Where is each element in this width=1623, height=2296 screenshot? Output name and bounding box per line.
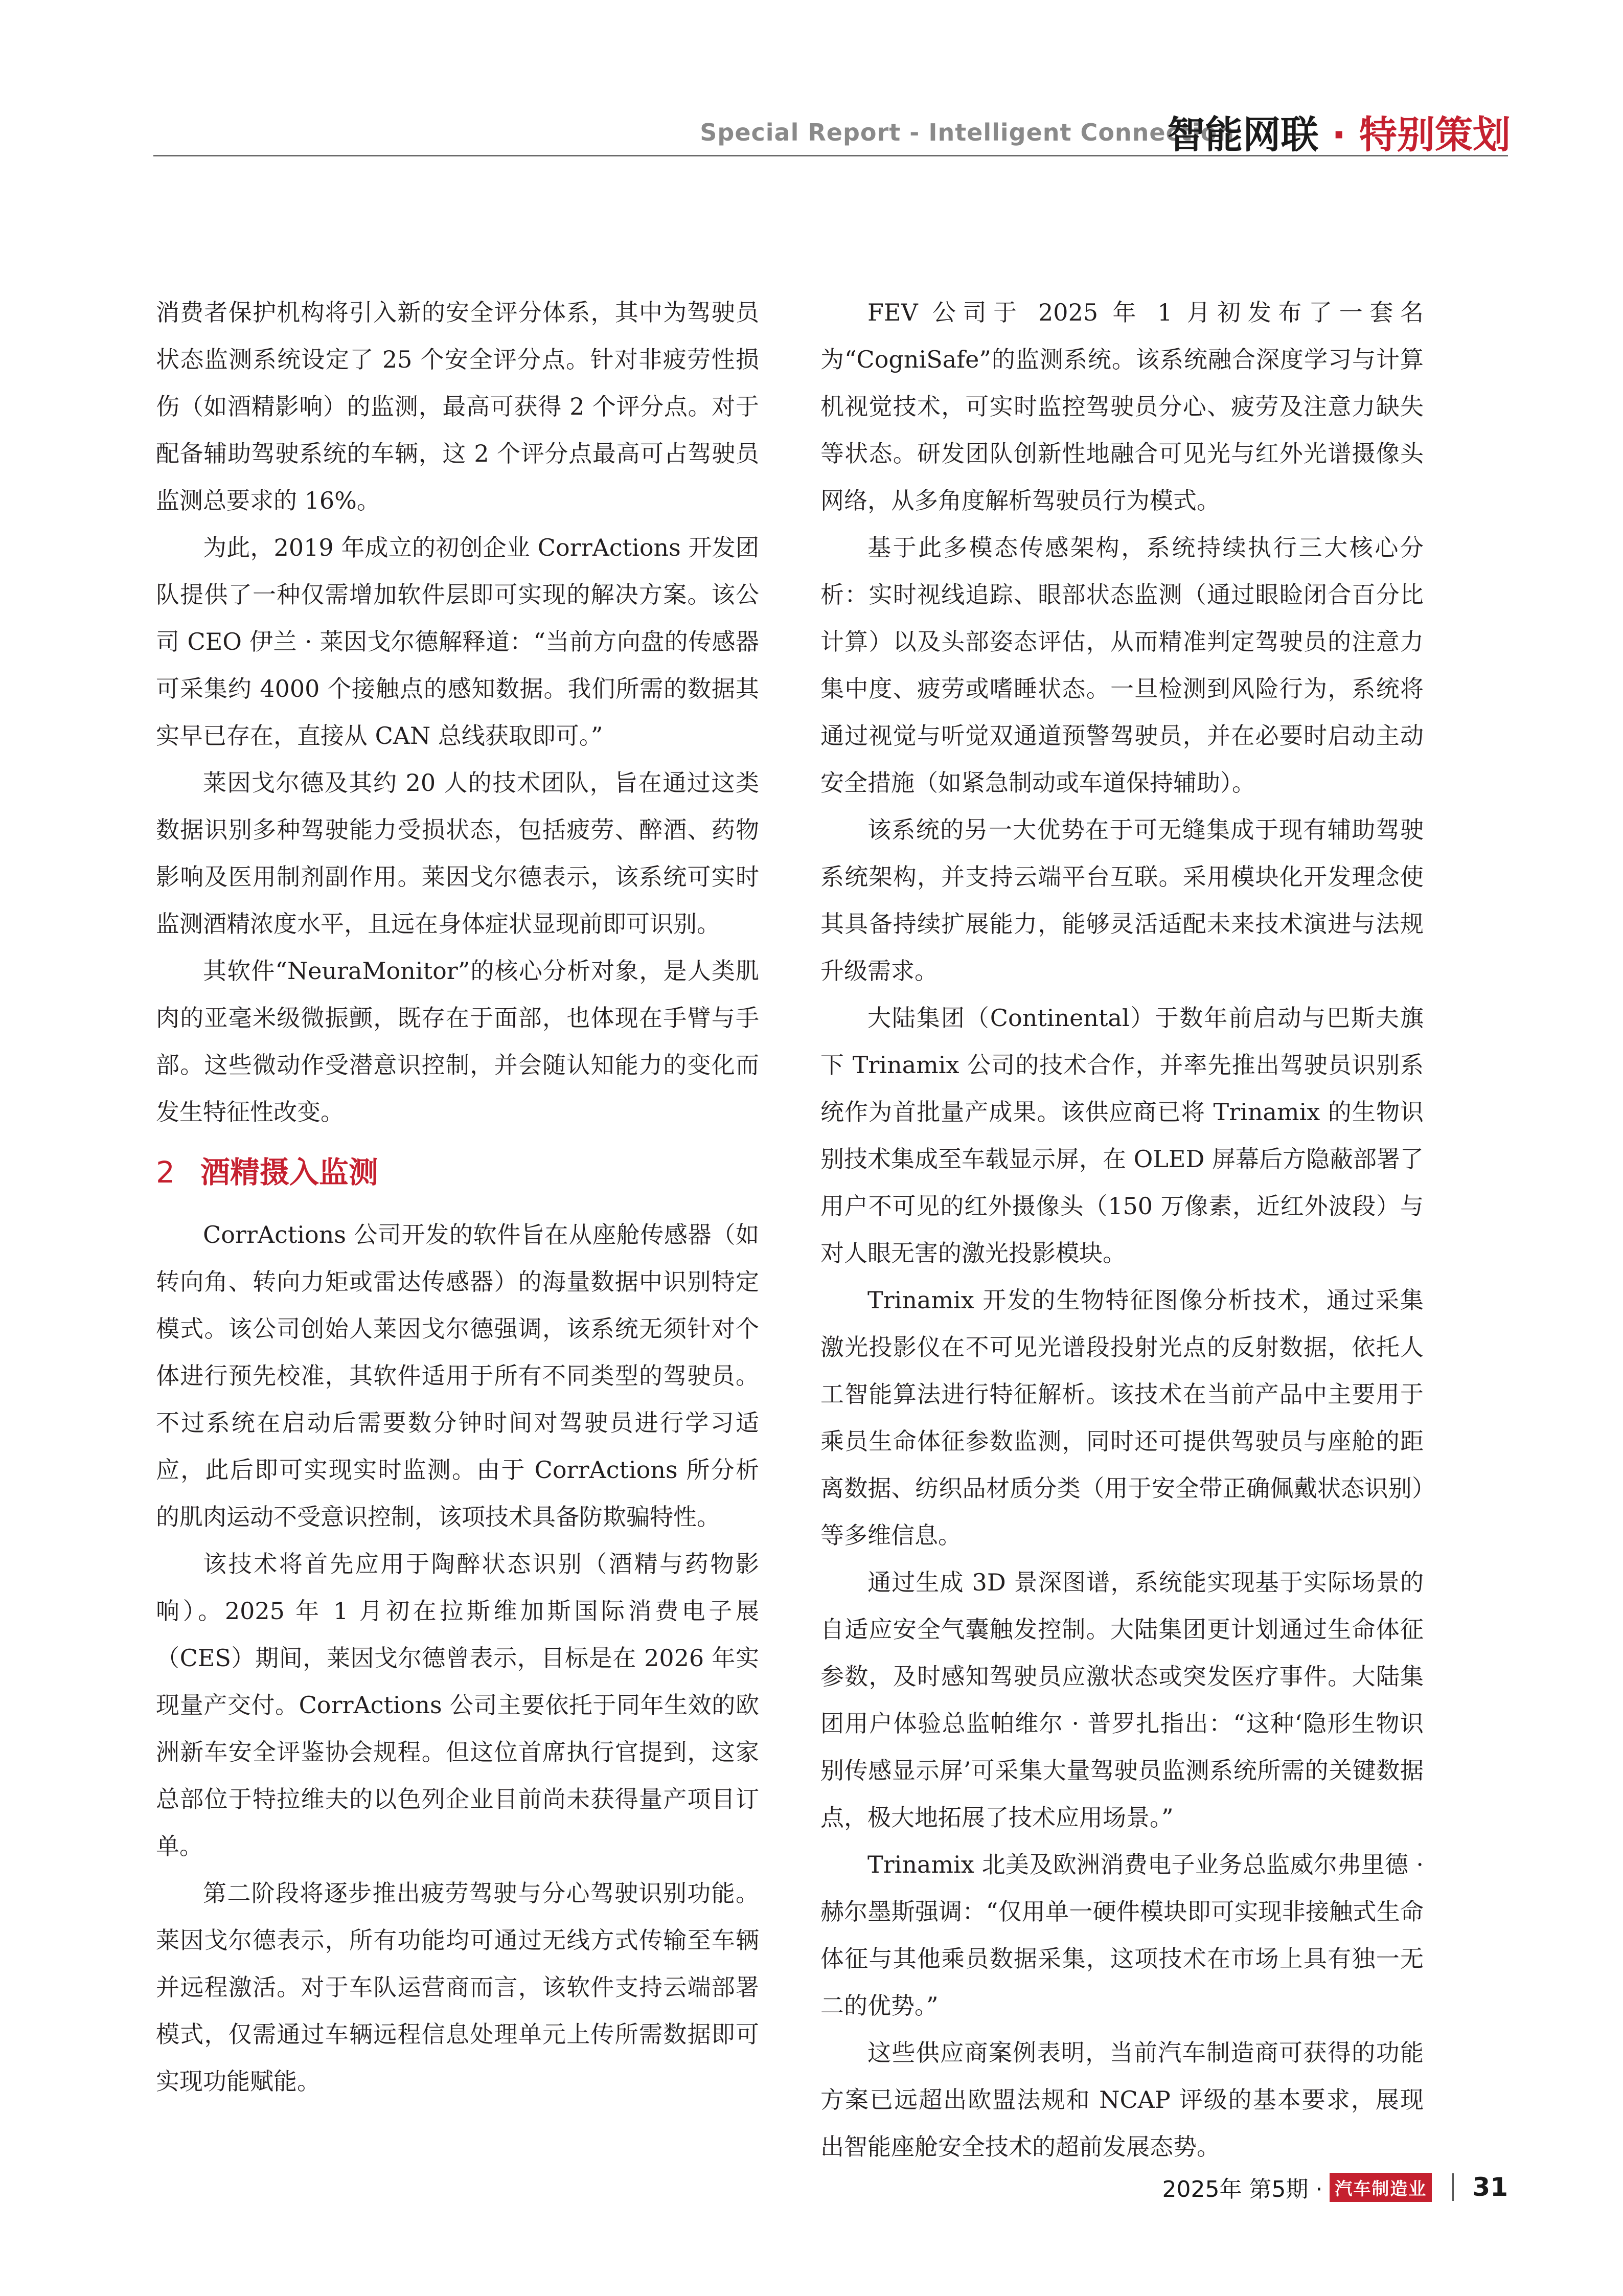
header-zh-dot: · [1332,113,1346,157]
issue-label: 2025年 第5期 · [1162,2176,1323,2202]
paragraph: 该技术将首先应用于陶醉状态识别（酒精与药物影响）。2025 年 1 月初在拉斯维加斯国际消费电子展（CES）期间，莱因戈尔德曾表示，目标是在 2026 年实现量产交付。CorrActions 公司主要依托于同年生效的欧洲新车安全评鉴协会规程。但这位首席执行官提到，这家总部位于特拉维夫的以色列企业目前尚未获得量产项目订单。 [156,1550,759,1860]
paragraph: 大陆集团（Continental）于数年前启动与巴斯夫旗下 Trinamix 公司的技术合作，并率先推出驾驶员识别系统作为首批量产成果。该供应商已将 Trinamix 的生物识别技术集成至车载显示屏，在 OLED 屏幕后方隐蔽部署了用户不可见的红外摄像头（150 万像素，近红外波段）与对人眼无害的激光投影模块。 [820,1004,1424,1267]
section-title: 酒精摄入监测 [200,1155,378,1190]
header-zh-accent: 特别策划 [1359,113,1511,157]
page-footer [1162,2167,1508,2208]
section-number: 2 [156,1155,175,1190]
section-heading [156,1149,759,1196]
footer-separator [1452,2173,1454,2201]
header-zh-main: 智能网联 [1167,113,1319,157]
right-column [820,289,1424,2170]
paragraph: 该系统的另一大优势在于可无缝集成于现有辅助驾驶系统架构，并支持云端平台互联。采用模块化开发理念使其具备持续扩展能力，能够灵活适配未来技术演进与法规升级需求。 [820,816,1424,985]
paragraph: 其软件“NeuraMonitor”的核心分析对象，是人类肌肉的亚毫米级微振颤，既存在于面部，也体现在手臂与手部。这些微动作受潜意识控制，并会随认知能力的变化而发生特征性改变。 [156,957,759,1126]
magazine-logo: 汽车制造业 [1330,2173,1432,2202]
paragraph: CorrActions 公司开发的软件旨在从座舱传感器（如转向角、转向力矩或雷达传感器）的海量数据中识别特定模式。该公司创始人莱因戈尔德强调，该系统无须针对个体进行预先校准，其软件适用于所有不同类型的驾驶员。不过系统在启动后需要数分钟时间对驾驶员进行学习适应，此后即可实现实时监测。由于 CorrActions 所分析的肌肉运动不受意识控制，该项技术具备防欺骗特性。 [156,1221,759,1531]
paragraph: 基于此多模态传感架构，系统持续执行三大核心分析：实时视线追踪、眼部状态监测（通过眼睑闭合百分比计算）以及头部姿态评估，从而精准判定驾驶员的注意力集中度、疲劳或嗜睡状态。一旦检测到风险行为，系统将通过视觉与听觉双通道预警驾驶员，并在必要时启动主动安全措施（如紧急制动或车道保持辅助）。 [820,534,1424,797]
paragraph: 这些供应商案例表明，当前汽车制造商可获得的功能方案已远超出欧盟法规和 NCAP 评级的基本要求，展现出智能座舱安全技术的超前发展态势。 [820,2039,1424,2161]
paragraph: 莱因戈尔德及其约 20 人的技术团队，旨在通过这类数据识别多种驾驶能力受损状态，包括疲劳、醉酒、药物影响及医用制剂副作用。莱因戈尔德表示，该系统可实时监测酒精浓度水平，且远在身体症状显现前即可识别。 [156,769,759,938]
paragraph: FEV 公司于 2025 年 1 月初发布了一套名为“CogniSafe”的监测系统。该系统融合深度学习与计算机视觉技术，可实时监控驾驶员分心、疲劳及注意力缺失等状态。研发团队创新性地融合可见光与红外光谱摄像头网络，从多角度解析驾驶员行为模式。 [820,299,1424,514]
header-chinese-title [1167,105,1511,159]
header-divider [153,155,1508,156]
paragraph: 通过生成 3D 景深图谱，系统能实现基于实际场景的自适应安全气囊触发控制。大陆集团更计划通过生命体征参数，及时感知驾驶员应激状态或突发医疗事件。大陆集团用户体验总监帕维尔 · 普罗扎指出：“这种‘隐形生物识别传感显示屏’可采集大量驾驶员监测系统所需的关键数据点，极大地拓展了技术应用场景。” [820,1568,1424,1831]
left-column [156,289,759,2105]
paragraph: 消费者保护机构将引入新的安全评分体系，其中为驾驶员状态监测系统设定了 25 个安全评分点。针对非疲劳性损伤（如酒精影响）的监测，最高可获得 2 个评分点。对于配备辅助驾驶系统的车辆，这 2 个评分点最高可占驾驶员监测总要求的 16%。 [156,299,759,514]
paragraph: 第二阶段将逐步推出疲劳驾驶与分心驾驶识别功能。莱因戈尔德表示，所有功能均可通过无线方式传输至车辆并远程激活。对于车队运营商而言，该软件支持云端部署模式，仅需通过车辆远程信息处理单元上传所需数据即可实现功能赋能。 [156,1879,759,2095]
paragraph: Trinamix 开发的生物特征图像分析技术，通过采集激光投影仪在不可见光谱段投射光点的反射数据，依托人工智能算法进行特征解析。该技术在当前产品中主要用于乘员生命体征参数监测，同时还可提供驾驶员与座舱的距离数据、纺织品材质分类（用于安全带正确佩戴状态识别）等多维信息。 [820,1286,1424,1549]
page-number: 31 [1472,2172,1508,2202]
paragraph: Trinamix 北美及欧洲消费电子业务总监威尔弗里德 · 赫尔墨斯强调：“仅用单一硬件模块即可实现非接触式生命体征与其他乘员数据采集，这项技术在市场上具有独一无二的优势。” [820,1851,1424,2019]
paragraph: 为此，2019 年成立的初创企业 CorrActions 开发团队提供了一种仅需增加软件层即可实现的解决方案。该公司 CEO 伊兰 · 莱因戈尔德解释道：“当前方向盘的传感器可采集约 4000 个接触点的感知数据。我们所需的数据其实早已存在，直接从 CAN 总线获取即可。” [156,534,759,749]
header-english-title: Special Report - Intelligent Connection [700,119,1235,146]
